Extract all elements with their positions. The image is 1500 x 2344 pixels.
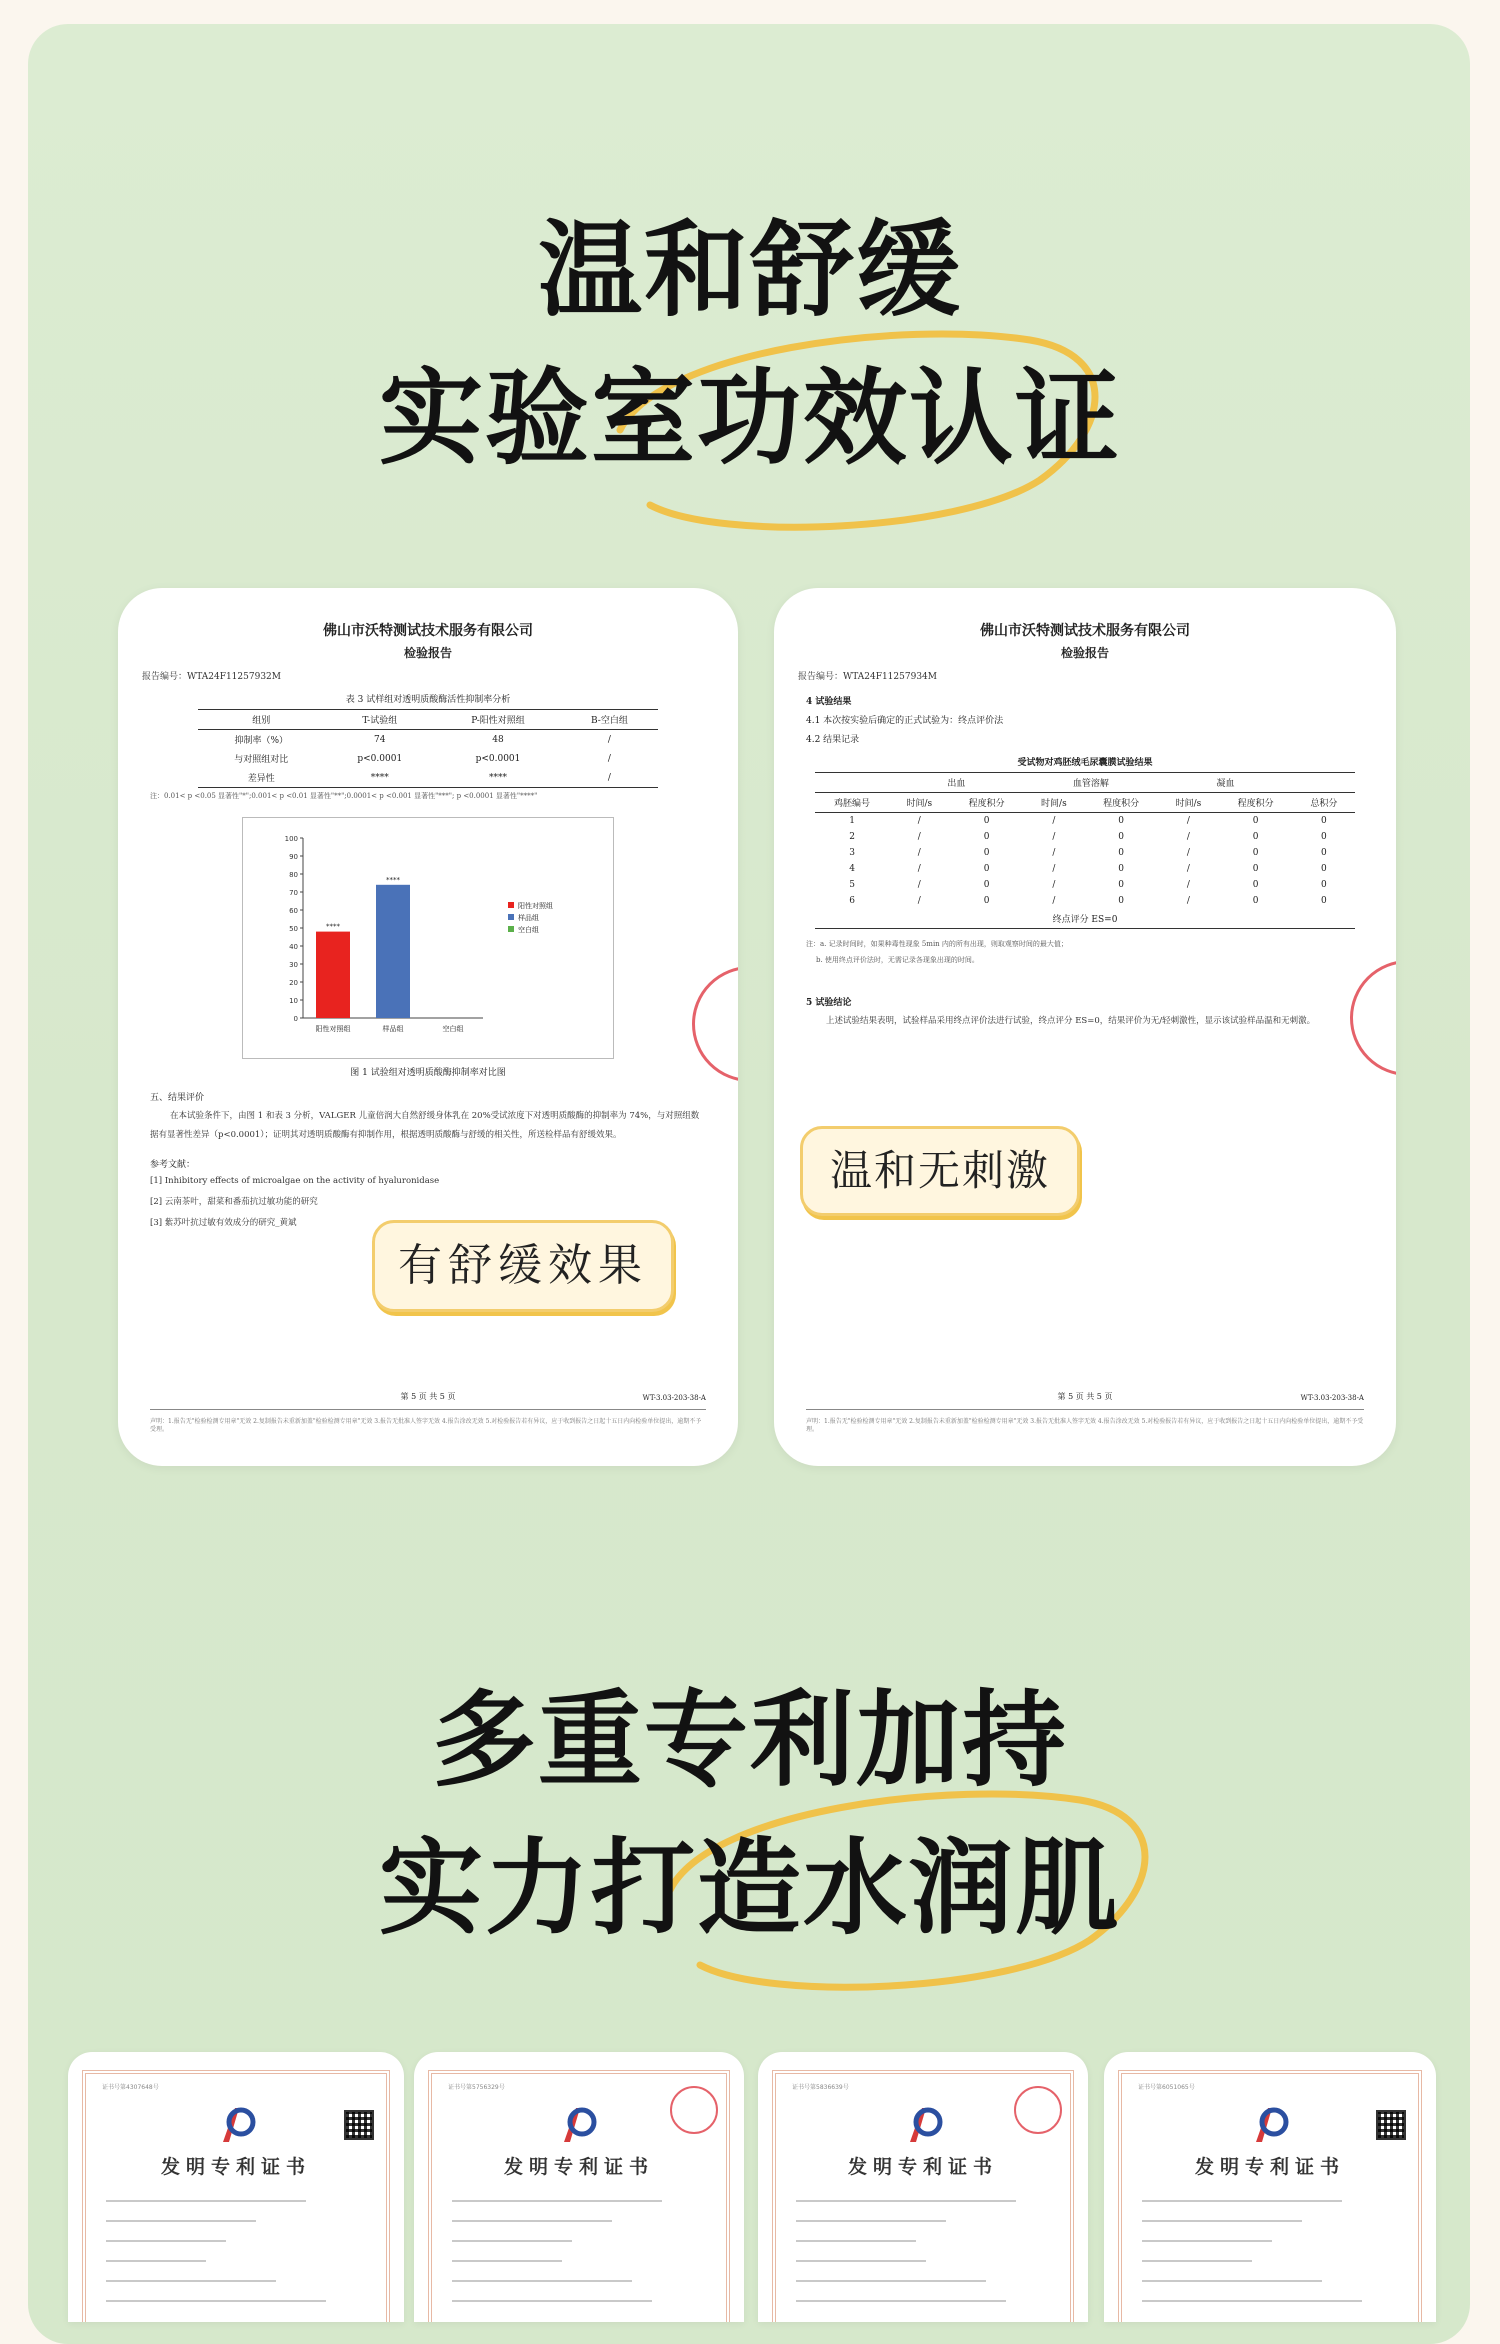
table-group-header: 血管溶解 <box>1072 779 1109 789</box>
table-cell: 抑制率（%） <box>234 736 288 746</box>
table-cell: / <box>1186 864 1190 874</box>
certificate-title: 发明专利证书 <box>503 2156 654 2178</box>
table-cell: / <box>1052 848 1056 858</box>
table-cell: / <box>917 896 921 906</box>
table-cell: 0 <box>983 896 990 906</box>
table-header: 时间/s <box>1175 799 1202 809</box>
table-row <box>198 768 658 788</box>
results-record: 4.2 结果记录 <box>806 735 860 745</box>
footer-disclaimer: 声明：1.报告无"检验检测专用章"无效 2.复制报告未重新加盖"检验检测专用章"无效 3.报告无批准人签字无效 4.报告涂改无效 5.对检验报告若有异议，应于收到报告之日起十五日内向检验单位提出，逾期不予受理。 <box>150 1418 702 1433</box>
evaluation-heading: 五、结果评价 <box>150 1093 205 1103</box>
callout-gentle <box>800 1126 1080 1216</box>
table-row <box>815 877 1355 893</box>
table-cell: 0 <box>1118 816 1124 826</box>
table-cell: **** <box>489 772 507 783</box>
certificate-number: 证书号第5756329号 <box>448 2084 505 2091</box>
qr-code-icon <box>1376 2110 1406 2140</box>
table-note: 注：a. 记录时间时，如果种毒性现象 5min 内的所有出现，则取观察时间的最大值； <box>806 940 1068 948</box>
section1-title-line1: 温和舒缓 <box>537 209 962 331</box>
table-cell: 0 <box>983 816 990 826</box>
certificate-number: 证书号第6051065号 <box>1138 2084 1195 2091</box>
page-number: 第 5 页 共 5 页 <box>400 1392 456 1401</box>
table-cell: 0 <box>1252 864 1259 874</box>
y-tick-label: 20 <box>289 979 298 987</box>
table-row <box>198 749 658 768</box>
y-tick-label: 70 <box>289 889 298 897</box>
section1-title-line2: 实验室功效认证 <box>378 357 1121 479</box>
table-cell: 0 <box>1320 832 1327 842</box>
table-header: 程度积分 <box>968 799 1005 809</box>
table-cell: 0 <box>1252 896 1259 906</box>
y-tick-label: 80 <box>289 871 298 879</box>
table-cell: / <box>607 772 611 783</box>
table-cell: / <box>917 864 921 874</box>
table-cell: / <box>1186 832 1190 842</box>
legend-swatch <box>508 926 514 932</box>
table-cell: 0 <box>983 848 990 858</box>
patent-certificate <box>414 2052 744 2322</box>
table-cell: / <box>1052 864 1056 874</box>
table-cell: / <box>1186 816 1190 826</box>
y-tick-label: 40 <box>289 943 298 951</box>
table-cell: 0 <box>1252 832 1259 842</box>
callout-soothing-text: 有舒缓效果 <box>398 1240 648 1291</box>
report-number: 报告编号：WTA24F11257932M <box>142 672 281 682</box>
data-label: **** <box>386 875 400 884</box>
table-row <box>815 829 1355 845</box>
red-stamp-icon <box>1014 2086 1062 2134</box>
certificate-title: 发明专利证书 <box>847 2156 998 2178</box>
form-code: WT-3.03-203-38-A <box>642 1394 706 1402</box>
report-org: 佛山市沃特测试技术服务有限公司 <box>323 623 533 639</box>
conclusion-heading: 5 试验结论 <box>806 998 852 1008</box>
table-cell: 74 <box>374 734 386 745</box>
legend-label: 空白组 <box>518 926 539 934</box>
table-header: 时间/s <box>906 799 933 809</box>
red-stamp-icon <box>670 2086 718 2134</box>
reference-item: [2] 云南茶叶，甜菜和番茄抗过敏功能的研究 <box>150 1197 318 1207</box>
table-cell: p<0.0001 <box>475 753 521 764</box>
table-cell: / <box>1186 880 1190 890</box>
patent-certificate <box>68 2052 404 2322</box>
table-cell: / <box>1052 832 1056 842</box>
table-cell: 0 <box>983 880 990 890</box>
table-cell: 0 <box>1320 864 1327 874</box>
report-card-right <box>774 588 1396 1466</box>
table-cell: 与对照组对比 <box>234 755 289 765</box>
table-cell: 0 <box>1320 816 1327 826</box>
y-tick-label: 30 <box>289 961 298 969</box>
footer-disclaimer: 声明：1.报告无"检验检测专用章"无效 2.复制报告未重新加盖"检验检测专用章"无效 3.报告无批准人签字无效 4.报告涂改无效 5.对检验报告若有异议，应于收到报告之日起十五日内向检验单位提出，逾期不予受理。 <box>806 1418 1364 1433</box>
results-method: 4.1 本次按实验后确定的正式试验为：终点评价法 <box>806 716 1004 726</box>
table-group-header: 凝血 <box>1216 779 1235 789</box>
report-type: 检验报告 <box>1060 646 1109 660</box>
certificate-number: 证书号第5836639号 <box>792 2084 849 2091</box>
table-cell: / <box>917 832 921 842</box>
table-summary-row <box>815 909 1355 929</box>
table-header: 组别 <box>252 716 271 726</box>
table-cell: / <box>607 753 611 764</box>
section2-title-line1: 多重专利加持 <box>431 1679 1068 1801</box>
legend-label: 阳性对照组 <box>518 902 553 910</box>
inhibition-table <box>198 709 658 788</box>
table-cell: / <box>1186 848 1190 858</box>
table-caption: 受试物对鸡胚绒毛尿囊膜试验结果 <box>1017 758 1153 768</box>
table-row <box>815 813 1355 830</box>
table-cell: 0 <box>1252 816 1259 826</box>
table-cell: / <box>1052 896 1056 906</box>
patent-certificate <box>758 2052 1088 2322</box>
inhibition-chart <box>242 817 614 1059</box>
patent-certificate <box>1104 2052 1436 2322</box>
callout-soothing <box>372 1220 674 1312</box>
report-number: 报告编号：WTA24F11257934M <box>798 672 937 682</box>
table-row <box>198 730 658 750</box>
table-cell: 0 <box>1118 896 1124 906</box>
x-tick-label: 样品组 <box>382 1025 404 1033</box>
table-header: 时间/s <box>1041 799 1067 809</box>
table-cell: 0 <box>983 832 990 842</box>
table-cell: 0 <box>1118 864 1124 874</box>
table-header: T-试验组 <box>362 716 398 726</box>
patent-logo-icon <box>554 2102 600 2148</box>
irritation-table <box>815 772 1355 929</box>
certificate-number: 证书号第4307648号 <box>102 2084 159 2091</box>
table-cell: / <box>917 848 921 858</box>
report-card-left <box>118 588 738 1466</box>
table-cell: 0 <box>1118 880 1124 890</box>
table-cell: 0 <box>1118 848 1124 858</box>
legend-swatch <box>508 914 514 920</box>
y-tick-label: 10 <box>289 997 298 1005</box>
results-heading: 4 试验结果 <box>806 697 852 707</box>
table-cell: / <box>607 734 611 745</box>
table-cell: / <box>1052 880 1056 890</box>
table-cell: 1 <box>849 816 855 826</box>
table-cell: 4 <box>849 864 855 874</box>
patent-logo-icon <box>900 2102 946 2148</box>
footer-divider <box>150 1409 706 1410</box>
certificate-title: 发明专利证书 <box>160 2156 311 2178</box>
bar <box>376 885 410 1018</box>
data-label: **** <box>326 922 340 931</box>
table-caption: 表 3 试样组对透明质酸酶活性抑制率分析 <box>345 695 511 705</box>
table-cell: p<0.0001 <box>357 753 403 764</box>
bar <box>316 932 350 1018</box>
evaluation-text: 在本试验条件下，由图 1 和表 3 分析，VALGER 儿童倍润大自然舒缓身体乳在 20%受试浓度下对透明质酸酶的抑制率为 74%，与对照组数据有显著性差异（p<0.0001）；证明其对透明质酸酶有抑制作用，根据透明质酸酶与舒缓的相关性，所送检样品有舒缓效果。 <box>150 1111 700 1140</box>
table-note: 注：0.01< p <0.05 显著性"*";0.001< p <0.01 显著性"**";0.0001< p <0.001 显著性"***"; p <0.0001 显著性"****" <box>150 792 538 800</box>
table-cell: 0 <box>1320 848 1327 858</box>
table-cell: 48 <box>492 734 504 745</box>
table-row <box>815 893 1355 909</box>
table-cell: 0 <box>1252 848 1259 858</box>
legend-swatch <box>508 902 514 908</box>
x-tick-label: 阳性对照组 <box>315 1025 351 1033</box>
y-tick-label: 0 <box>293 1015 298 1023</box>
table-cell: 3 <box>849 848 855 858</box>
table-cell: 0 <box>983 864 990 874</box>
y-tick-label: 60 <box>289 907 298 915</box>
y-tick-label: 100 <box>284 835 298 843</box>
table-summary-cell: 终点评分 ES=0 <box>1052 915 1118 925</box>
report-org: 佛山市沃特测试技术服务有限公司 <box>980 623 1190 639</box>
table-cell: / <box>917 816 921 826</box>
y-tick-label: 90 <box>289 853 298 861</box>
table-header: 程度积分 <box>1103 799 1140 809</box>
reference-item: [1] Inhibitory effects of microalgae on the activity of hyaluronidase <box>150 1176 440 1186</box>
chart-svg <box>243 818 613 1058</box>
table-header: P-阳性对照组 <box>471 716 525 726</box>
y-tick-label: 50 <box>289 925 298 933</box>
conclusion-text: 上述试验结果表明，试验样品采用终点评价法进行试验，终点评分 ES=0，结果评价为无/轻刺激性，显示该试验样品温和无刺激。 <box>826 1016 1316 1026</box>
qr-code-icon <box>344 2110 374 2140</box>
table-row <box>815 861 1355 877</box>
page-number: 第 5 页 共 5 页 <box>1057 1392 1113 1401</box>
table-row <box>815 845 1355 861</box>
table-cell: 0 <box>1252 880 1259 890</box>
x-tick-label: 空白组 <box>442 1025 464 1033</box>
table-cell: 差异性 <box>247 774 275 784</box>
table-header: 总积分 <box>1310 799 1338 809</box>
callout-gentle-text: 温和无刺激 <box>829 1146 1050 1195</box>
report-type: 检验报告 <box>403 646 452 660</box>
table-cell: 0 <box>1320 896 1327 906</box>
table-group-header: 出血 <box>947 779 966 789</box>
references-heading: 参考文献： <box>150 1160 196 1170</box>
table-cell: 6 <box>849 896 855 906</box>
table-cell: **** <box>370 772 389 783</box>
figure-caption: 图 1 试验组对透明质酸酶抑制率对比图 <box>350 1068 506 1078</box>
patent-logo-icon <box>213 2102 259 2148</box>
patent-logo-icon <box>1246 2102 1292 2148</box>
table-header: 程度积分 <box>1237 799 1274 809</box>
table-header: B-空白组 <box>591 716 628 726</box>
reference-item: [3] 紫苏叶抗过敏有效成分的研究_黄斌 <box>150 1218 297 1228</box>
footer-divider <box>806 1409 1364 1410</box>
table-cell: 0 <box>1320 880 1327 890</box>
table-cell: / <box>917 880 921 890</box>
legend-label: 样品组 <box>518 914 539 922</box>
table-header: 鸡胚编号 <box>834 799 871 809</box>
table-cell: / <box>1052 816 1056 826</box>
table-cell: 0 <box>1118 832 1124 842</box>
table-cell: 2 <box>849 832 855 842</box>
table-note: b. 使用终点评价法时，无需记录各现象出现的时间。 <box>816 956 979 964</box>
form-code: WT-3.03-203-38-A <box>1300 1394 1364 1402</box>
section2-title-line2: 实力打造水润肌 <box>378 1827 1121 1949</box>
table-cell: 5 <box>849 880 855 890</box>
table-cell: / <box>1186 896 1190 906</box>
certificate-title: 发明专利证书 <box>1194 2156 1345 2178</box>
